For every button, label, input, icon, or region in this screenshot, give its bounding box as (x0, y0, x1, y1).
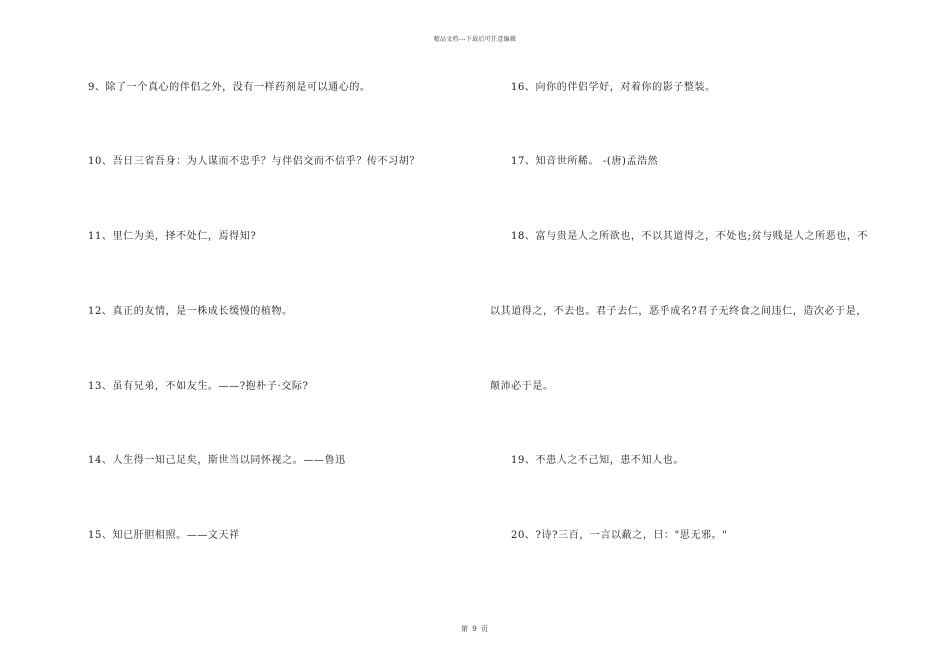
quote-line-continued: 颠沛必于是。 (490, 381, 554, 392)
quote-line: 11、里仁为美，择不处仁，焉得知? (88, 231, 257, 242)
quote-line: 14、人生得一知己足矣，斯世当以同怀视之。——鲁迅 (88, 455, 346, 466)
quote-line: 9、除了一个真心的伴侣之外，没有一样药剂是可以通心的。 (88, 82, 371, 93)
quote-line: 15、知已肝胆相照。——文天祥 (88, 530, 240, 541)
quote-line: 20、?诗?三百，一言以蔽之，曰："思无邪。" (511, 530, 728, 541)
page-header: 精品文档---下载后可任意编辑 (433, 36, 517, 43)
quote-line: 13、虽有兄弟，不如友生。——?抱朴子·交际? (88, 381, 309, 392)
quote-line: 12、真正的友情，是一株成长缓慢的植物。 (88, 306, 293, 317)
quote-line: 17、知音世所稀。 -(唐)孟浩然 (511, 156, 659, 167)
quote-line: 18、富与贵是人之所欲也，不以其道得之，不处也;贫与贱是人之所恶也，不 (511, 231, 869, 242)
quote-line: 19、不患人之不己知，患不知人也。 (511, 455, 684, 466)
quote-line: 10、吾日三省吾身：为人谋而不忠乎？与伴侣交而不信乎？传不习胡？ (88, 156, 420, 167)
page-number: 第 9 页 (461, 625, 489, 633)
quote-line-continued: 以其道得之，不去也。君子去仁，恶乎成名?君子无终食之间违仁，造次必于是， (490, 306, 867, 317)
quote-line: 16、向你的伴侣学好，对着你的影子整装。 (511, 82, 716, 93)
